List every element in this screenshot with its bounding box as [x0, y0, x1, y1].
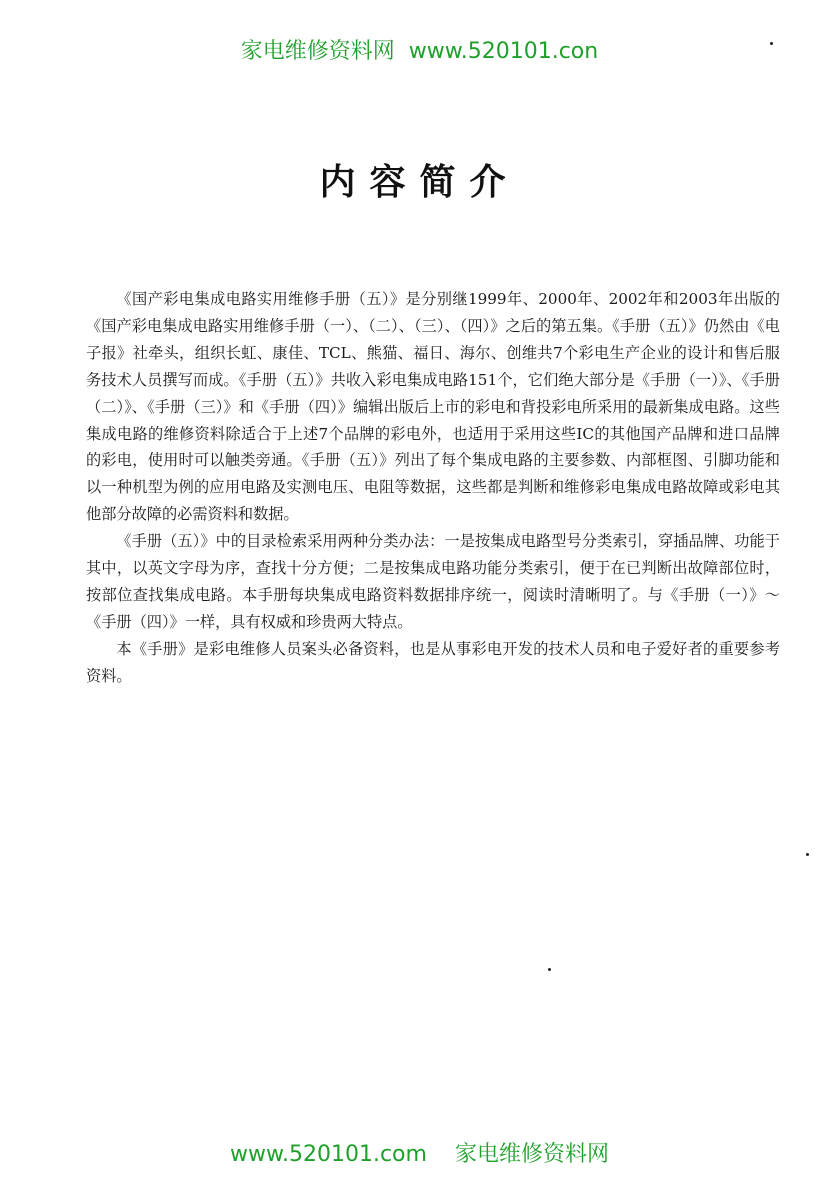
scan-speck — [806, 853, 809, 856]
watermark-url: www.520101.com — [230, 1142, 427, 1167]
scan-speck — [548, 968, 551, 971]
page-title: 内容简介 — [319, 162, 520, 203]
paragraph: 本《手册》是彩电维修人员案头必备资料，也是从事彩电开发的技术人员和电子爱好者的重要参考资料。 — [86, 639, 780, 685]
paragraph: 《国产彩电集成电路实用维修手册（五）》是分别继1999年、2000年、2002年和2003年出版的《国产彩电集成电路实用维修手册（一）、（二）、（三）、（四）》之后的第五集。《手册（五）》仍然由《电子报》社牵头，组织长虹、康佳、TCL、熊猫、福日、海尔、创维共7个彩电生产企业的设计和售后服务技术人员撰写而成。《手册（五）》共收入彩电集成电路151个，它们绝大部分是《手册（一）》、《手册（二）》、《手册（三）》和《手册（四）》编辑出版后上市的彩电和背投彩电所采用的最新集成电路。这些集成电路的维修资料除适合于上述7个品牌的彩电外，也适用于采用这些IC的其他国产品牌和进口品牌的彩电，使用时可以触类旁通。《手册（五）》列出了每个集成电路的主要参数、内部框图、引脚功能和以一种机型为例的应用电路及实测电压、电阻等数据，这些都是判断和维修彩电集成电路故障或彩电其他部分故障的必需资料和数据。 — [86, 290, 780, 524]
watermark-url: www.520101.con — [408, 39, 599, 64]
paragraph: 《手册（五）》中的目录检索采用两种分类办法：一是按集成电路型号分类索引，穿插品牌、功能于其中，以英文字母为序，查找十分方便；二是按集成电路功能分类索引，便于在已判断出故障部位时，按部位查找集成电路。本手册每块集成电路资料数据排序统一，阅读时清晰明了。与《手册（一）》～《手册（四）》一样，具有权威和珍贵两大特点。 — [86, 532, 780, 631]
watermark-bottom — [0, 1137, 839, 1168]
watermark-site-name: 家电维修资料网 — [454, 1142, 609, 1167]
scan-speck — [770, 42, 773, 45]
watermark-site-name: 家电维修资料网 — [240, 39, 395, 64]
document-body — [86, 286, 780, 690]
watermark-top — [0, 34, 839, 65]
